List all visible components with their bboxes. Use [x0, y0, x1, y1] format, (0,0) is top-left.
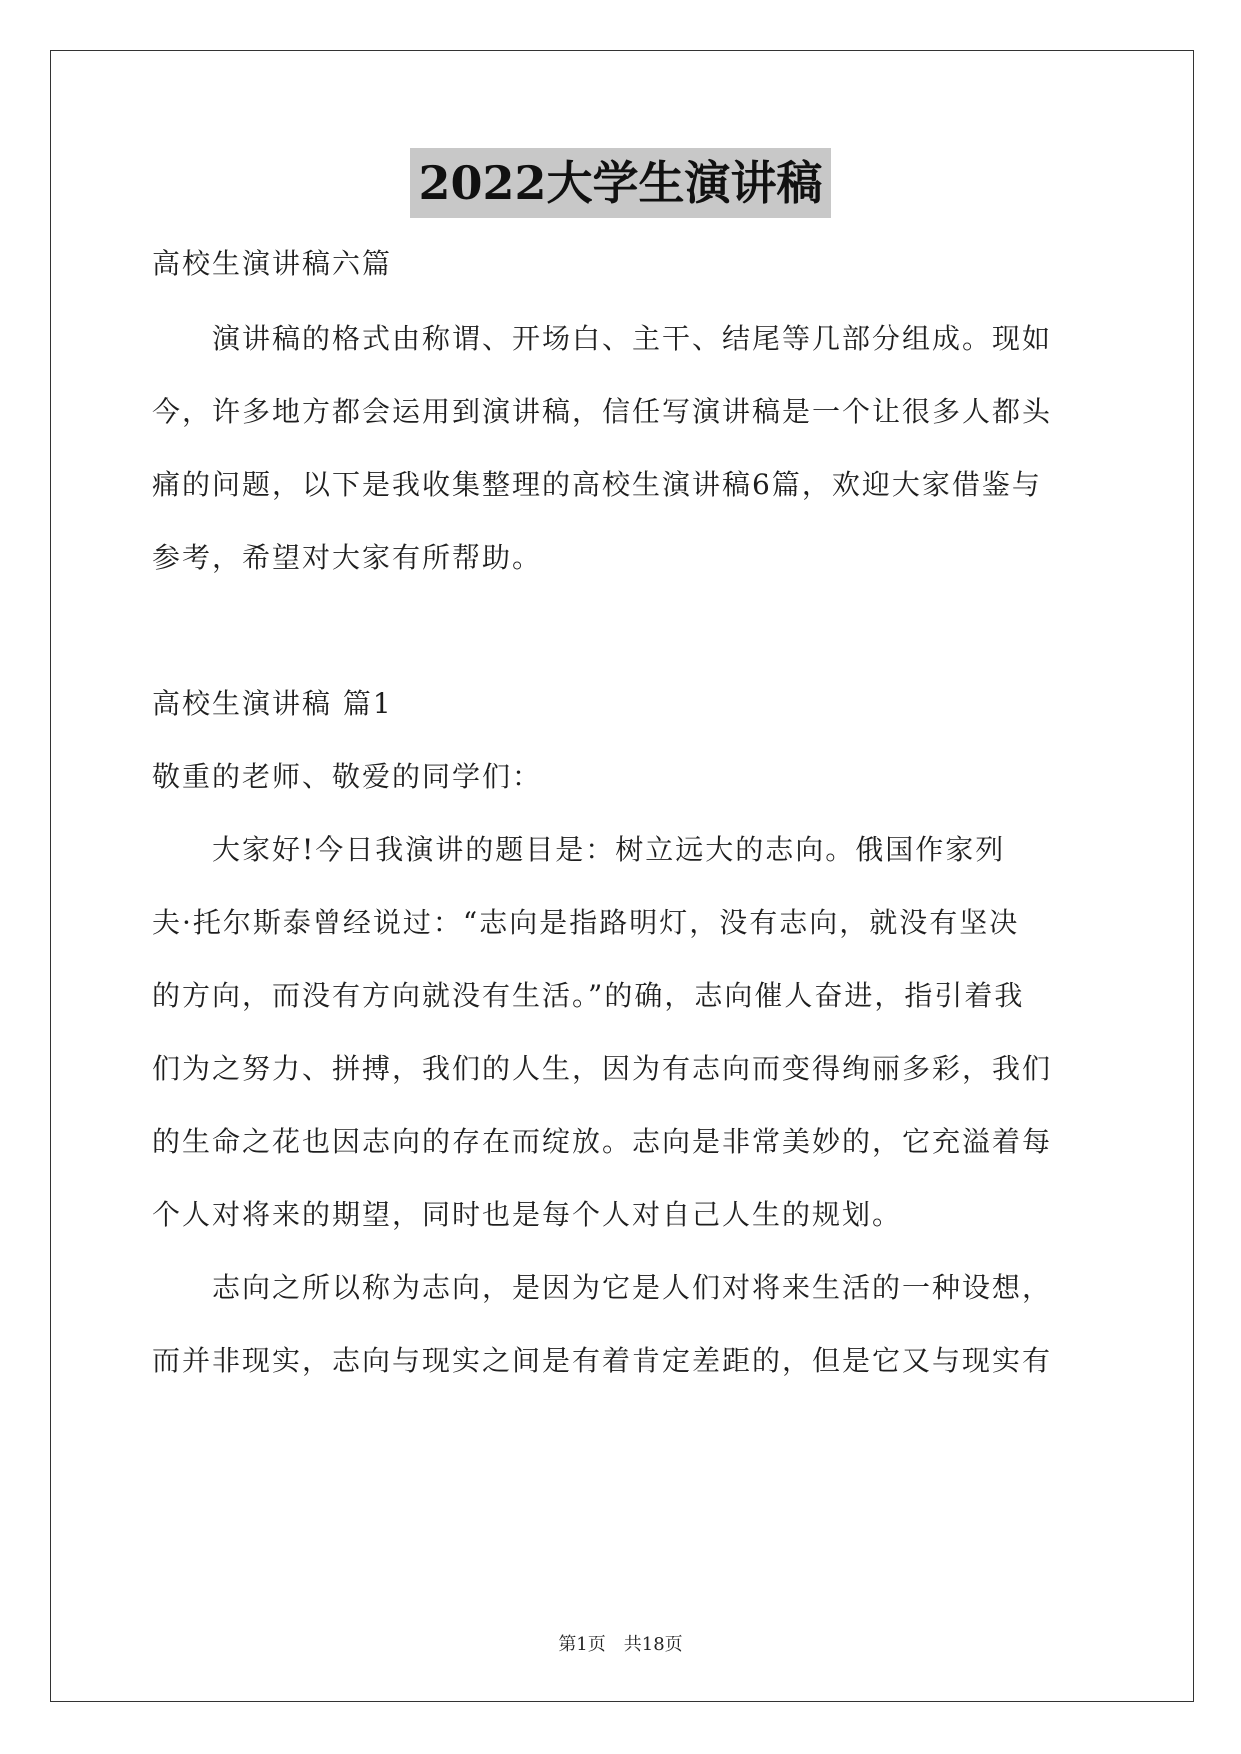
paragraph-line: 们为之努力、拼搏，我们的人生，因为有志向而变得绚丽多彩，我们 — [152, 1052, 1053, 1085]
paragraph-line: 的生命之花也因志向的存在而绽放。志向是非常美妙的，它充溢着每 — [152, 1125, 1053, 1158]
paragraph-line: 个人对将来的期望，同时也是每个人对自己人生的规划。 — [152, 1198, 903, 1231]
paragraph-line: 演讲稿的格式由称谓、开场白、主干、结尾等几部分组成。现如 — [152, 322, 1053, 355]
salutation: 敬重的老师、敬爱的同学们： — [152, 760, 543, 793]
page-total: 共18页 — [623, 1634, 683, 1655]
paragraph-line: 的方向，而没有方向就没有生活。”的确，志向催人奋进，指引着我 — [152, 979, 1025, 1012]
page-footer — [0, 1630, 1241, 1656]
title-container — [0, 148, 1241, 218]
paragraph-line: 夫·托尔斯泰曾经说过：“志向是指路明灯，没有志向，就没有坚决 — [152, 906, 1020, 939]
paragraph-line: 参考，希望对大家有所帮助。 — [152, 541, 543, 574]
section-heading: 高校生演讲稿六篇 — [152, 247, 393, 280]
paragraph-line: 志向之所以称为志向，是因为它是人们对将来生活的一种设想， — [152, 1271, 1053, 1304]
paragraph-line: 而并非现实，志向与现实之间是有着肯定差距的，但是它又与现实有 — [152, 1344, 1053, 1377]
paragraph-line: 今，许多地方都会运用到演讲稿，信任写演讲稿是一个让很多人都头 — [152, 395, 1053, 428]
document-title: 2022大学生演讲稿 — [410, 148, 830, 218]
page-number: 第1页 — [558, 1634, 606, 1655]
page-border — [50, 50, 1194, 1702]
paragraph-line: 痛的问题，以下是我收集整理的高校生演讲稿6篇，欢迎大家借鉴与 — [152, 468, 1042, 501]
paragraph-line: 大家好!今日我演讲的题目是：树立远大的志向。俄国作家列 — [152, 833, 1006, 866]
section-heading: 高校生演讲稿 篇1 — [152, 687, 393, 720]
